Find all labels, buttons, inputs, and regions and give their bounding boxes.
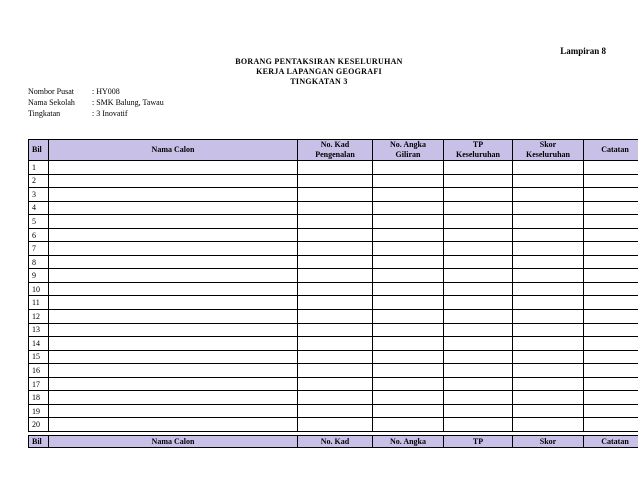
cell-no-angka[interactable] [373, 282, 444, 296]
table-row [29, 310, 638, 324]
cell-skor[interactable] [513, 418, 584, 432]
cell-no-angka[interactable] [373, 201, 444, 215]
header-skor: Skor Keseluruhan [513, 140, 584, 161]
table-row [29, 404, 638, 418]
cell-catatan[interactable] [584, 310, 638, 324]
cell-nama-calon[interactable] [49, 323, 298, 337]
cell-skor[interactable] [513, 296, 584, 310]
cell-nama-calon[interactable] [49, 337, 298, 351]
table-row [29, 418, 638, 432]
cell-no-angka[interactable] [373, 310, 444, 324]
info-label: Nombor Pusat [28, 87, 74, 96]
cell-catatan[interactable] [584, 255, 638, 269]
row-number: 2 [29, 174, 49, 188]
cell-no-kad[interactable] [298, 174, 373, 188]
row-number: 20 [29, 418, 49, 432]
table-row [29, 391, 638, 405]
cell-skor[interactable] [513, 228, 584, 242]
cell-skor[interactable] [513, 337, 584, 351]
footer-catatan: Catatan [584, 436, 638, 448]
row-number: 6 [29, 228, 49, 242]
cell-tp[interactable] [444, 310, 513, 324]
info-label: Tingkatan [28, 109, 61, 118]
table-row [29, 296, 638, 310]
cell-tp[interactable] [444, 364, 513, 378]
table-row [29, 255, 638, 269]
form-title: BORANG PENTAKSIRAN KESELURUHAN [235, 57, 403, 66]
row-number: 18 [29, 391, 49, 405]
cell-nama-calon[interactable] [49, 296, 298, 310]
school-info [28, 86, 252, 119]
footer-no-angka: No. Angka [373, 436, 444, 448]
cell-catatan[interactable] [584, 269, 638, 283]
cell-no-kad[interactable] [298, 337, 373, 351]
cell-catatan[interactable] [584, 323, 638, 337]
info-row-school-name [28, 97, 252, 108]
cell-skor[interactable] [513, 310, 584, 324]
cell-nama-calon[interactable] [49, 350, 298, 364]
cell-catatan[interactable] [584, 201, 638, 215]
cell-tp[interactable] [444, 215, 513, 229]
cell-no-kad[interactable] [298, 161, 373, 175]
table-row [29, 350, 638, 364]
cell-no-angka[interactable] [373, 323, 444, 337]
cell-skor[interactable] [513, 201, 584, 215]
cell-tp[interactable] [444, 337, 513, 351]
table-row [29, 323, 638, 337]
cell-tp[interactable] [444, 377, 513, 391]
cell-skor[interactable] [513, 215, 584, 229]
cell-skor[interactable] [513, 377, 584, 391]
cell-catatan[interactable] [584, 188, 638, 202]
cell-no-kad[interactable] [298, 323, 373, 337]
row-number: 3 [29, 188, 49, 202]
footer-skor: Skor [513, 436, 584, 448]
table-row [29, 188, 638, 202]
footer-no-kad: No. Kad [298, 436, 373, 448]
table-row [29, 242, 638, 256]
cell-skor[interactable] [513, 404, 584, 418]
cell-catatan[interactable] [584, 404, 638, 418]
row-number: 14 [29, 337, 49, 351]
table-row [29, 215, 638, 229]
row-number: 11 [29, 296, 49, 310]
cell-no-kad[interactable] [298, 255, 373, 269]
cell-catatan[interactable] [584, 161, 638, 175]
cell-no-angka[interactable] [373, 188, 444, 202]
cell-tp[interactable] [444, 228, 513, 242]
row-number: 16 [29, 364, 49, 378]
cell-tp[interactable] [444, 161, 513, 175]
row-number: 17 [29, 377, 49, 391]
table-row [29, 161, 638, 175]
cell-skor[interactable] [513, 255, 584, 269]
row-number: 10 [29, 282, 49, 296]
header-catatan: Catatan [584, 140, 638, 161]
row-number: 15 [29, 350, 49, 364]
info-value: : HY008 [92, 87, 120, 96]
header-no-angka: No. Angka Giliran [373, 140, 444, 161]
cell-tp[interactable] [444, 282, 513, 296]
row-number: 13 [29, 323, 49, 337]
row-number: 5 [29, 215, 49, 229]
info-label: Nama Sekolah [28, 98, 75, 107]
header-no-kad: No. Kad Pengenalan [298, 140, 373, 161]
info-value: : SMK Balung, Tawau [92, 98, 164, 107]
cell-no-angka[interactable] [373, 242, 444, 256]
row-number: 7 [29, 242, 49, 256]
cell-skor[interactable] [513, 161, 584, 175]
cell-nama-calon[interactable] [49, 404, 298, 418]
cell-no-kad[interactable] [298, 228, 373, 242]
header-tp: TP Keseluruhan [444, 140, 513, 161]
cell-no-kad[interactable] [298, 364, 373, 378]
cell-no-kad[interactable] [298, 201, 373, 215]
footer-nama-calon: Nama Calon [49, 436, 298, 448]
row-number: 19 [29, 404, 49, 418]
cell-catatan[interactable] [584, 215, 638, 229]
cell-skor[interactable] [513, 242, 584, 256]
form-subtitle: KERJA LAPANGAN GEOGRAFI [256, 67, 382, 76]
cell-tp[interactable] [444, 404, 513, 418]
cell-no-kad[interactable] [298, 215, 373, 229]
cell-no-angka[interactable] [373, 174, 444, 188]
cell-no-angka[interactable] [373, 255, 444, 269]
cell-catatan[interactable] [584, 391, 638, 405]
cell-no-kad[interactable] [298, 404, 373, 418]
cell-nama-calon[interactable] [49, 310, 298, 324]
cell-tp[interactable] [444, 201, 513, 215]
cell-catatan[interactable] [584, 337, 638, 351]
form-level: TINGKATAN 3 [290, 77, 348, 86]
cell-skor[interactable] [513, 188, 584, 202]
lampiran-label: Lampiran 8 [560, 46, 606, 56]
cell-skor[interactable] [513, 391, 584, 405]
footer-bil: Bil [29, 436, 49, 448]
table-row [29, 377, 638, 391]
cell-tp[interactable] [444, 269, 513, 283]
footer-tp: TP [444, 436, 513, 448]
cell-nama-calon[interactable] [49, 174, 298, 188]
table-row [29, 282, 638, 296]
cell-tp[interactable] [444, 296, 513, 310]
cell-no-angka[interactable] [373, 364, 444, 378]
cell-tp[interactable] [444, 323, 513, 337]
cell-tp[interactable] [444, 242, 513, 256]
table-row [29, 228, 638, 242]
cell-nama-calon[interactable] [49, 188, 298, 202]
cell-nama-calon[interactable] [49, 255, 298, 269]
cell-nama-calon[interactable] [49, 242, 298, 256]
cell-nama-calon[interactable] [49, 391, 298, 405]
info-row-centre-number [28, 86, 252, 97]
cell-no-angka[interactable] [373, 161, 444, 175]
cell-catatan[interactable] [584, 377, 638, 391]
cell-no-kad[interactable] [298, 377, 373, 391]
cell-no-kad[interactable] [298, 391, 373, 405]
table-header-row [29, 140, 638, 161]
cell-nama-calon[interactable] [49, 418, 298, 432]
cell-nama-calon[interactable] [49, 228, 298, 242]
header-nama-calon: Nama Calon [49, 140, 298, 161]
cell-catatan[interactable] [584, 174, 638, 188]
cell-nama-calon[interactable] [49, 269, 298, 283]
cell-skor[interactable] [513, 323, 584, 337]
cell-catatan[interactable] [584, 296, 638, 310]
cell-catatan[interactable] [584, 350, 638, 364]
row-number: 12 [29, 310, 49, 324]
cell-nama-calon[interactable] [49, 377, 298, 391]
cell-tp[interactable] [444, 255, 513, 269]
info-value: : 3 Inovatif [92, 109, 128, 118]
cell-nama-calon[interactable] [49, 282, 298, 296]
cell-catatan[interactable] [584, 364, 638, 378]
info-row-form [28, 108, 252, 119]
cell-no-kad[interactable] [298, 418, 373, 432]
cell-tp[interactable] [444, 188, 513, 202]
cell-no-angka[interactable] [373, 391, 444, 405]
cell-no-kad[interactable] [298, 282, 373, 296]
cell-nama-calon[interactable] [49, 215, 298, 229]
cell-no-angka[interactable] [373, 418, 444, 432]
cell-no-angka[interactable] [373, 404, 444, 418]
cell-tp[interactable] [444, 391, 513, 405]
cell-skor[interactable] [513, 282, 584, 296]
cell-no-angka[interactable] [373, 337, 444, 351]
cell-catatan[interactable] [584, 228, 638, 242]
cell-skor[interactable] [513, 269, 584, 283]
row-number: 8 [29, 255, 49, 269]
cell-no-kad[interactable] [298, 242, 373, 256]
table-row [29, 337, 638, 351]
row-number: 9 [29, 269, 49, 283]
table-body [29, 161, 638, 432]
cell-tp[interactable] [444, 350, 513, 364]
footer-header-table [28, 435, 638, 448]
row-number: 1 [29, 161, 49, 175]
table-row [29, 269, 638, 283]
cell-no-angka[interactable] [373, 228, 444, 242]
table-row [29, 364, 638, 378]
cell-no-kad[interactable] [298, 350, 373, 364]
cell-catatan[interactable] [584, 282, 638, 296]
assessment-table [28, 139, 638, 432]
form-title-block [0, 57, 638, 87]
cell-skor[interactable] [513, 174, 584, 188]
cell-no-kad[interactable] [298, 188, 373, 202]
row-number: 4 [29, 201, 49, 215]
cell-no-angka[interactable] [373, 296, 444, 310]
header-bil: Bil [29, 140, 49, 161]
cell-no-angka[interactable] [373, 215, 444, 229]
cell-no-kad[interactable] [298, 296, 373, 310]
cell-no-angka[interactable] [373, 377, 444, 391]
footer-header-row [29, 436, 638, 448]
cell-tp[interactable] [444, 418, 513, 432]
cell-no-kad[interactable] [298, 269, 373, 283]
cell-catatan[interactable] [584, 242, 638, 256]
cell-nama-calon[interactable] [49, 201, 298, 215]
cell-nama-calon[interactable] [49, 364, 298, 378]
cell-no-angka[interactable] [373, 269, 444, 283]
cell-nama-calon[interactable] [49, 161, 298, 175]
cell-tp[interactable] [444, 174, 513, 188]
table-row [29, 201, 638, 215]
cell-skor[interactable] [513, 364, 584, 378]
cell-no-kad[interactable] [298, 310, 373, 324]
cell-no-angka[interactable] [373, 350, 444, 364]
table-row [29, 174, 638, 188]
cell-skor[interactable] [513, 350, 584, 364]
cell-catatan[interactable] [584, 418, 638, 432]
